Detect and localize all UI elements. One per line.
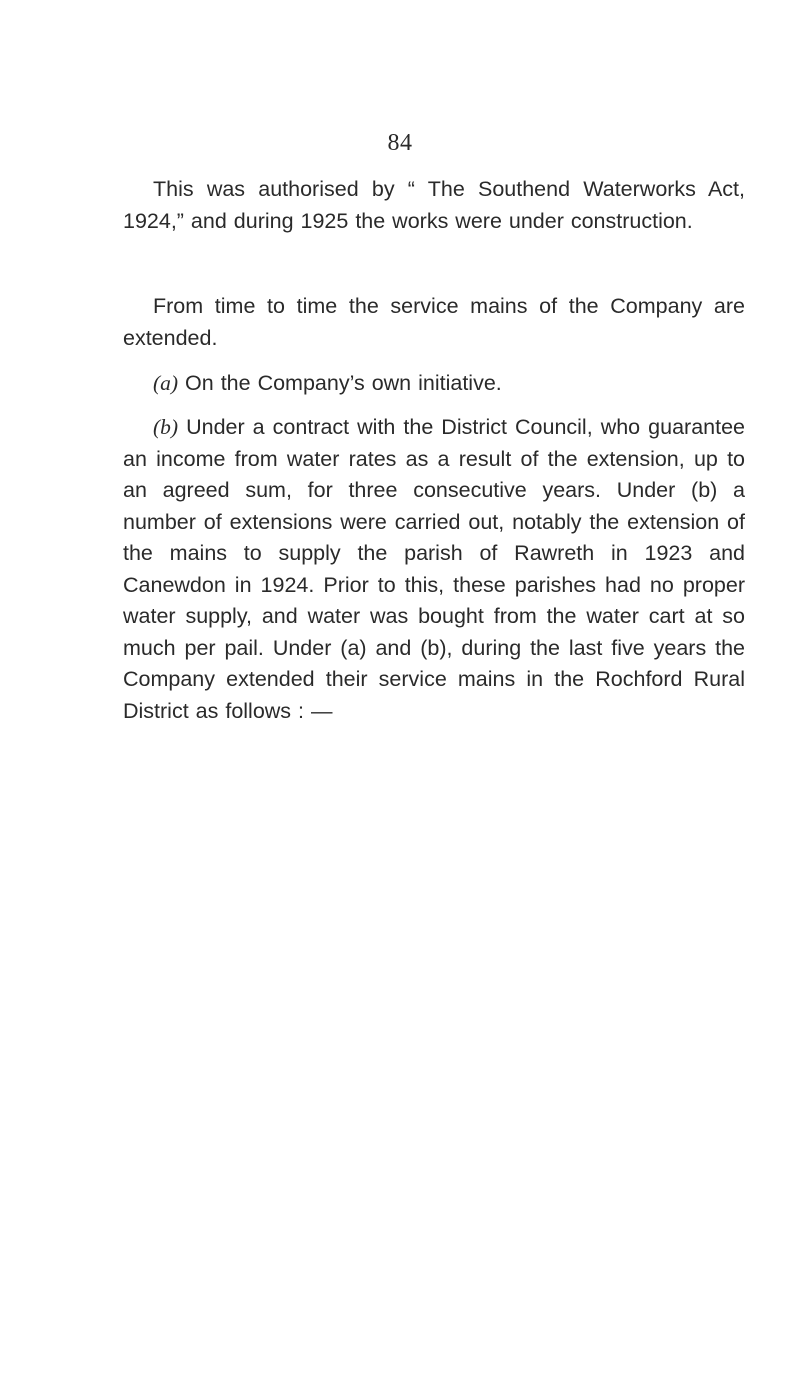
paragraph-item-b — [123, 412, 745, 727]
paragraph-item-a — [123, 368, 745, 400]
item-text-a: On the Company’s own initiative. — [178, 371, 502, 395]
item-label-b: (b) — [153, 415, 179, 439]
paragraph-service-mains: From time to time the service mains of the Company are extended. — [123, 294, 745, 350]
paragraph-authorisation: This was authorised by “ The Southend Waterworks Act, 1924,” and during 1925 the works were under construction. — [123, 177, 745, 233]
item-label-a: (a) — [153, 371, 179, 395]
item-text-b: Under a contract with the District Council, who guarantee an income from water rates as a result of the extension, up to an agreed sum, for three consecutive years. Under (b) a number of extensions were carried out, notably the extension of the mains to supply the parish of Rawreth in 1923 and Canewdon in 1924. Prior to this, these parishes had no proper water supply, and water was bought from the water cart at so much per pail. Under (a) and (b), during the last five years the Company extended their service mains in the Rochford Rural District as follows : — — [123, 415, 745, 723]
page-number: 84 — [387, 130, 413, 156]
